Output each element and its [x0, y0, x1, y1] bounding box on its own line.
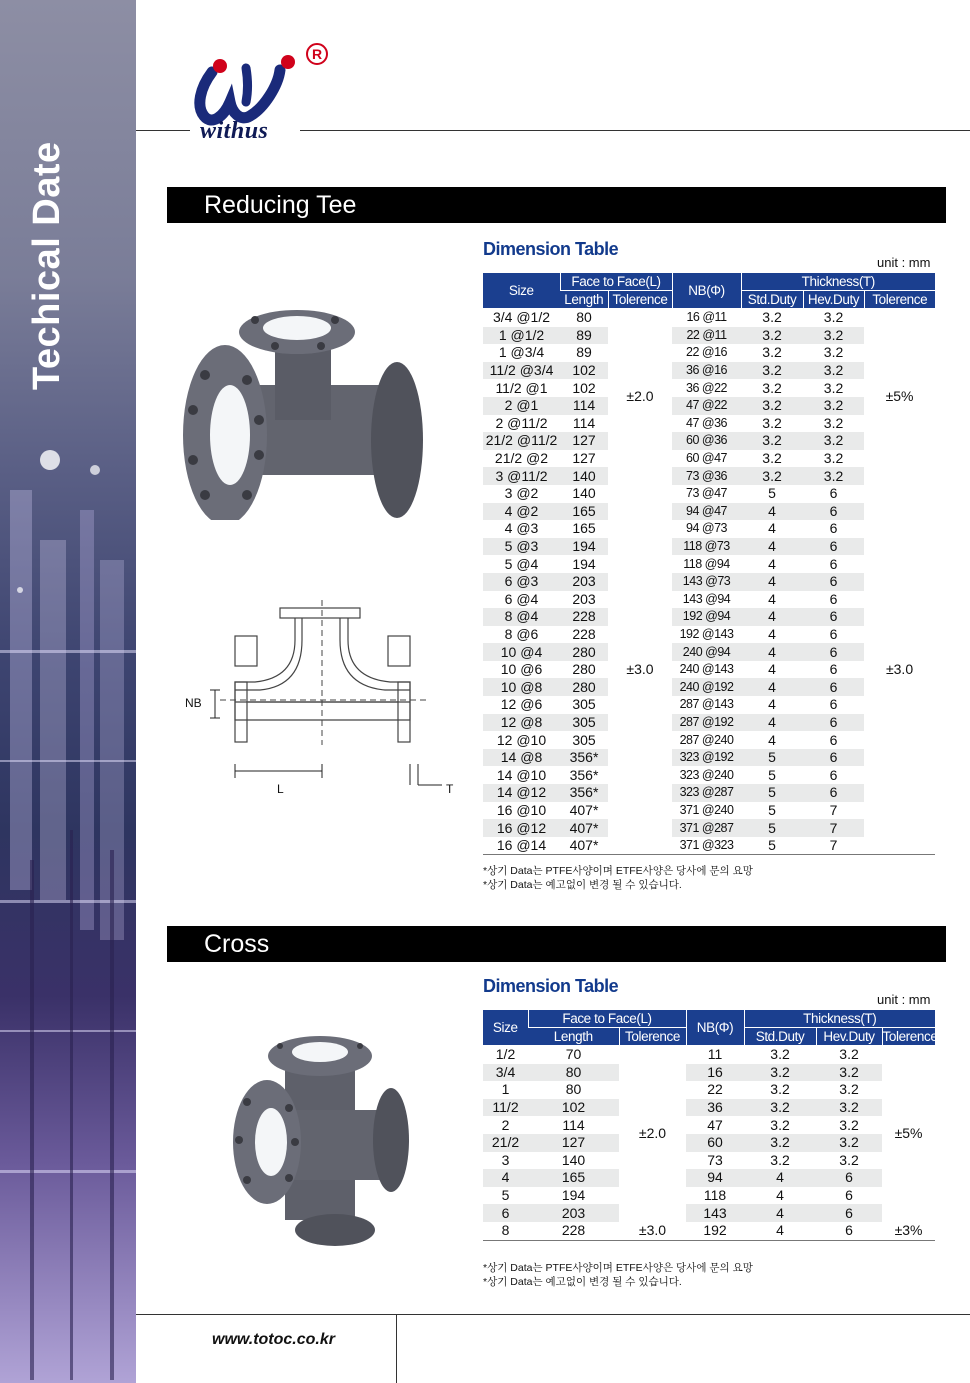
cell-size: 3 @2 — [483, 485, 560, 503]
cell-length: 102 — [528, 1099, 619, 1117]
cell-length: 203 — [560, 591, 608, 609]
cell-nb: 371 @240 — [672, 802, 741, 820]
cell-length: 140 — [560, 485, 608, 503]
cell-nb: 36 @16 — [672, 362, 741, 380]
cell-length: 407* — [560, 837, 608, 855]
cell-nb: 118 @94 — [672, 555, 741, 573]
table-row — [483, 1169, 935, 1187]
cell-std-duty: 3.2 — [741, 344, 803, 362]
cell-nb: 73 @47 — [672, 485, 741, 503]
cell-std-duty: 3.2 — [744, 1046, 816, 1064]
cell-std-duty: 3.2 — [744, 1116, 816, 1134]
cell-hev-duty: 3.2 — [803, 362, 864, 380]
cell-length-tolerance: ±3.0 — [608, 485, 672, 855]
note-line: *상기 Data는 예고없이 변경 될 수 있습니다. — [483, 1276, 682, 1288]
cell-nb: 118 — [686, 1187, 744, 1205]
cell-length: 305 — [560, 696, 608, 714]
cell-length-tolerance: ±3.0 — [619, 1222, 686, 1240]
cell-hev-duty: 3.2 — [803, 344, 864, 362]
cell-size: 8 — [483, 1222, 528, 1240]
cell-thickness-tolerance: ±5% — [864, 309, 935, 485]
cell-std-duty: 4 — [741, 608, 803, 626]
cell-std-duty: 3.2 — [741, 379, 803, 397]
cell-length: 127 — [560, 432, 608, 450]
cell-std-duty: 5 — [741, 837, 803, 855]
note-line: *상기 Data는 PTFE사양이며 ETFE사양은 당사에 문의 요망 — [483, 865, 753, 877]
cell-length: 89 — [560, 327, 608, 345]
header-std-duty: Std.Duty — [744, 1028, 816, 1046]
cell-hev-duty: 3.2 — [803, 450, 864, 468]
cell-std-duty: 5 — [741, 802, 803, 820]
table-row — [483, 1064, 935, 1082]
cell-std-duty: 3.2 — [744, 1064, 816, 1082]
cell-hev-duty: 6 — [803, 749, 864, 767]
cell-hev-duty: 6 — [803, 731, 864, 749]
cell-nb: 22 @11 — [672, 327, 741, 345]
cell-length: 165 — [528, 1169, 619, 1187]
cell-std-duty: 4 — [741, 678, 803, 696]
cell-size: 2 @11/2 — [483, 415, 560, 433]
cell-nb: 36 @22 — [672, 379, 741, 397]
cell-std-duty: 4 — [744, 1222, 816, 1240]
cell-size: 14 @8 — [483, 749, 560, 767]
cell-length: 194 — [528, 1187, 619, 1205]
cell-nb: 47 @36 — [672, 415, 741, 433]
reducing-tee-table-body — [483, 309, 935, 855]
cross-notes — [483, 1261, 753, 1289]
cell-nb: 240 @143 — [672, 661, 741, 679]
cell-std-duty: 4 — [741, 538, 803, 556]
cell-hev-duty: 7 — [803, 802, 864, 820]
cell-length: 114 — [528, 1116, 619, 1134]
cell-hev-duty: 6 — [803, 766, 864, 784]
footer-url: www.totoc.co.kr — [212, 1331, 335, 1348]
cell-size: 16 @12 — [483, 819, 560, 837]
cell-hev-duty: 3.2 — [803, 467, 864, 485]
cell-std-duty: 3.2 — [741, 450, 803, 468]
cell-hev-duty: 6 — [816, 1204, 882, 1222]
cell-length: 280 — [560, 661, 608, 679]
cell-nb: 240 @192 — [672, 678, 741, 696]
header-hev-duty: Hev.Duty — [803, 291, 864, 309]
cell-hev-duty: 7 — [803, 837, 864, 855]
table-row — [483, 1187, 935, 1205]
cell-nb: 192 @143 — [672, 626, 741, 644]
cell-hev-duty: 6 — [816, 1187, 882, 1205]
cell-size: 6 — [483, 1204, 528, 1222]
cell-size: 16 @14 — [483, 837, 560, 855]
cell-std-duty: 4 — [741, 520, 803, 538]
cell-hev-duty: 6 — [803, 538, 864, 556]
cell-size: 2 — [483, 1116, 528, 1134]
header-hev-duty: Hev.Duty — [816, 1028, 882, 1046]
cell-hev-duty: 6 — [803, 608, 864, 626]
cell-length: 356* — [560, 749, 608, 767]
cell-size: 14 @12 — [483, 784, 560, 802]
cell-size: 10 @6 — [483, 661, 560, 679]
note-line: *상기 Data는 예고없이 변경 될 수 있습니다. — [483, 879, 682, 891]
table-row — [483, 485, 935, 503]
cell-std-duty: 5 — [741, 766, 803, 784]
footer-divider — [396, 1314, 397, 1383]
cell-length: 356* — [560, 766, 608, 784]
cell-size: 21/2 @11/2 — [483, 432, 560, 450]
cell-hev-duty: 6 — [803, 661, 864, 679]
reducing-tee-table-title: Dimension Table — [483, 239, 619, 259]
cell-thickness-tolerance: ±3.0 — [864, 485, 935, 855]
cell-hev-duty: 3.2 — [803, 415, 864, 433]
cell-length: 305 — [560, 714, 608, 732]
header-face-to-face: Face to Face(L) — [528, 1010, 686, 1028]
cell-nb: 94 @73 — [672, 520, 741, 538]
cell-nb: 323 @192 — [672, 749, 741, 767]
cell-std-duty: 4 — [741, 714, 803, 732]
cell-size: 1/2 — [483, 1046, 528, 1064]
cell-length: 102 — [560, 362, 608, 380]
drawing-label-nb: NB — [185, 696, 202, 710]
cell-size: 3 — [483, 1152, 528, 1170]
cell-nb: 47 — [686, 1116, 744, 1134]
cell-nb: 287 @240 — [672, 731, 741, 749]
cell-size: 4 @2 — [483, 503, 560, 521]
cell-size: 12 @10 — [483, 731, 560, 749]
cell-hev-duty: 3.2 — [803, 327, 864, 345]
table-row — [483, 1099, 935, 1117]
cross-banner — [167, 926, 946, 962]
cell-length: 127 — [528, 1134, 619, 1152]
cell-length: 80 — [560, 309, 608, 327]
cell-length: 89 — [560, 344, 608, 362]
cell-size: 6 @3 — [483, 573, 560, 591]
header-nb: NB(Φ) — [672, 273, 741, 309]
cell-length: 194 — [560, 538, 608, 556]
section-title: Reducing Tee — [204, 191, 357, 219]
cell-nb: 192 — [686, 1222, 744, 1240]
cell-thickness-tolerance: ±5% — [882, 1046, 935, 1222]
cell-std-duty: 5 — [741, 749, 803, 767]
cell-nb: 16 @11 — [672, 309, 741, 327]
cell-size: 2 @1 — [483, 397, 560, 415]
cell-std-duty: 3.2 — [741, 362, 803, 380]
cell-size: 1 @1/2 — [483, 327, 560, 345]
cell-length: 102 — [560, 379, 608, 397]
cell-std-duty: 4 — [741, 643, 803, 661]
cell-std-duty: 4 — [744, 1169, 816, 1187]
cell-hev-duty: 6 — [816, 1222, 882, 1240]
cell-length: 127 — [560, 450, 608, 468]
cell-hev-duty: 6 — [803, 555, 864, 573]
cell-nb: 16 — [686, 1064, 744, 1082]
cell-hev-duty: 6 — [803, 784, 864, 802]
cell-hev-duty: 3.2 — [803, 309, 864, 327]
cell-std-duty: 4 — [741, 626, 803, 644]
cell-length: 407* — [560, 819, 608, 837]
cell-size: 3/4 @1/2 — [483, 309, 560, 327]
cell-hev-duty: 3.2 — [816, 1099, 882, 1117]
cell-std-duty: 3.2 — [744, 1081, 816, 1099]
cell-size: 11/2 @3/4 — [483, 362, 560, 380]
cell-length: 165 — [560, 503, 608, 521]
cell-size: 10 @4 — [483, 643, 560, 661]
cell-length: 228 — [560, 608, 608, 626]
note-line: *상기 Data는 PTFE사양이며 ETFE사양은 당사에 문의 요망 — [483, 1262, 753, 1274]
cell-length: 80 — [528, 1081, 619, 1099]
cell-std-duty: 3.2 — [741, 309, 803, 327]
cell-length: 194 — [560, 555, 608, 573]
cell-nb: 287 @143 — [672, 696, 741, 714]
cell-length: 203 — [528, 1204, 619, 1222]
cell-length: 140 — [560, 467, 608, 485]
cell-hev-duty: 3.2 — [803, 397, 864, 415]
cell-std-duty: 3.2 — [744, 1099, 816, 1117]
cell-nb: 371 @323 — [672, 837, 741, 855]
cell-hev-duty: 3.2 — [803, 432, 864, 450]
cell-size: 21/2 @2 — [483, 450, 560, 468]
header-thickness: Thickness(T) — [744, 1010, 935, 1028]
cell-std-duty: 4 — [741, 661, 803, 679]
cell-nb: 11 — [686, 1046, 744, 1064]
header-length-tolerance: Tolerence — [608, 291, 672, 309]
cell-size: 3 @11/2 — [483, 467, 560, 485]
cell-std-duty: 4 — [741, 591, 803, 609]
cross-table-body — [483, 1046, 935, 1241]
cell-size: 5 @4 — [483, 555, 560, 573]
cell-nb: 60 @47 — [672, 450, 741, 468]
reducing-tee-notes — [483, 864, 753, 892]
cell-hev-duty: 7 — [803, 819, 864, 837]
cell-length: 356* — [560, 784, 608, 802]
cell-nb: 323 @240 — [672, 766, 741, 784]
cell-hev-duty: 6 — [803, 573, 864, 591]
cell-length: 114 — [560, 397, 608, 415]
cell-std-duty: 3.2 — [744, 1134, 816, 1152]
sidebar-decor — [0, 0, 136, 1383]
cell-length: 70 — [528, 1046, 619, 1064]
cell-thickness-tolerance: ±3% — [882, 1222, 935, 1240]
cell-std-duty: 4 — [741, 503, 803, 521]
cell-std-duty: 4 — [741, 731, 803, 749]
cell-hev-duty: 6 — [803, 678, 864, 696]
refinery-graphic — [0, 430, 136, 1383]
cell-hev-duty: 6 — [803, 626, 864, 644]
header-thickness-tolerance: Tolerence — [882, 1029, 938, 1044]
cell-hev-duty: 6 — [803, 696, 864, 714]
cell-hev-duty: 6 — [803, 714, 864, 732]
cell-nb: 287 @192 — [672, 714, 741, 732]
cell-nb: 36 — [686, 1099, 744, 1117]
cell-size: 8 @6 — [483, 626, 560, 644]
cell-std-duty: 3.2 — [741, 467, 803, 485]
cell-nb: 323 @287 — [672, 784, 741, 802]
cell-size: 4 @3 — [483, 520, 560, 538]
cell-hev-duty: 3.2 — [816, 1134, 882, 1152]
cell-std-duty: 4 — [741, 696, 803, 714]
cell-length: 228 — [560, 626, 608, 644]
table-row — [483, 309, 935, 327]
cell-size: 1 — [483, 1081, 528, 1099]
cell-std-duty: 3.2 — [741, 327, 803, 345]
cell-size: 8 @4 — [483, 608, 560, 626]
header-face-to-face: Face to Face(L) — [560, 273, 672, 291]
header-size: Size — [483, 273, 560, 309]
cell-nb: 118 @73 — [672, 538, 741, 556]
cell-size: 1 @3/4 — [483, 344, 560, 362]
cell-hev-duty: 3.2 — [816, 1152, 882, 1170]
cell-std-duty: 3.2 — [744, 1152, 816, 1170]
reducing-tee-unit: unit : mm — [877, 255, 931, 270]
table-row — [483, 1204, 935, 1222]
cell-hev-duty: 3.2 — [803, 379, 864, 397]
cell-length: 407* — [560, 802, 608, 820]
cell-size: 11/2 — [483, 1099, 528, 1117]
section-title: Cross — [204, 930, 270, 958]
cell-std-duty: 4 — [741, 555, 803, 573]
cell-length: 280 — [560, 678, 608, 696]
cell-nb: 192 @94 — [672, 608, 741, 626]
cell-nb: 22 @16 — [672, 344, 741, 362]
header-thickness: Thickness(T) — [741, 273, 935, 291]
reducing-tee-drawing — [180, 600, 470, 800]
cell-length: 114 — [560, 415, 608, 433]
cell-hev-duty: 3.2 — [816, 1064, 882, 1082]
cell-hev-duty: 3.2 — [816, 1116, 882, 1134]
cell-hev-duty: 3.2 — [816, 1081, 882, 1099]
cell-hev-duty: 6 — [803, 520, 864, 538]
footer-rule — [136, 1314, 970, 1315]
cell-hev-duty: 6 — [803, 643, 864, 661]
drawing-label-t: T — [446, 782, 454, 796]
cross-table — [483, 1010, 938, 1241]
table-row — [483, 1134, 935, 1152]
cell-size: 12 @8 — [483, 714, 560, 732]
header-rule-left — [136, 130, 190, 131]
cell-size: 4 — [483, 1169, 528, 1187]
cell-std-duty: 3.2 — [741, 415, 803, 433]
cell-nb: 143 @94 — [672, 591, 741, 609]
header-thickness-tolerance: Tolerence — [864, 291, 935, 309]
cell-nb: 371 @287 — [672, 819, 741, 837]
header-length: Length — [560, 291, 608, 309]
brand-name: withus — [200, 118, 269, 144]
cell-length-tolerance: ±2.0 — [608, 309, 672, 485]
cell-std-duty: 4 — [744, 1187, 816, 1205]
cell-size: 11/2 @1 — [483, 379, 560, 397]
reducing-tee-banner — [167, 187, 946, 223]
cross-table-title: Dimension Table — [483, 976, 619, 996]
cell-hev-duty: 6 — [803, 503, 864, 521]
cell-length: 80 — [528, 1064, 619, 1082]
cell-std-duty: 3.2 — [741, 397, 803, 415]
cell-nb: 60 @36 — [672, 432, 741, 450]
cell-size: 5 @3 — [483, 538, 560, 556]
cell-std-duty: 5 — [741, 485, 803, 503]
cell-nb: 73 @36 — [672, 467, 741, 485]
table-row — [483, 1222, 935, 1240]
cell-nb: 22 — [686, 1081, 744, 1099]
registered-mark: R — [311, 46, 323, 62]
cell-size: 3/4 — [483, 1064, 528, 1082]
cell-nb: 47 @22 — [672, 397, 741, 415]
sidebar-title: Techical Date — [26, 141, 68, 390]
table-row — [483, 1116, 935, 1134]
reducing-tee-table — [483, 273, 935, 855]
cell-std-duty: 4 — [744, 1204, 816, 1222]
reducing-tee-photo — [175, 300, 435, 520]
cell-nb: 94 @47 — [672, 503, 741, 521]
table-row — [483, 1046, 935, 1064]
header-size: Size — [483, 1010, 528, 1046]
header-rule-right — [300, 130, 970, 131]
cell-size: 16 @10 — [483, 802, 560, 820]
cross-unit: unit : mm — [877, 992, 931, 1007]
cell-length: 280 — [560, 643, 608, 661]
header-length-tolerance: Tolerence — [619, 1028, 686, 1046]
cell-hev-duty: 6 — [816, 1169, 882, 1187]
cell-size: 12 @6 — [483, 696, 560, 714]
cell-nb: 143 @73 — [672, 573, 741, 591]
cell-size: 5 — [483, 1187, 528, 1205]
cell-std-duty: 4 — [741, 573, 803, 591]
cell-length-tolerance: ±2.0 — [619, 1046, 686, 1222]
cell-length: 140 — [528, 1152, 619, 1170]
cell-nb: 240 @94 — [672, 643, 741, 661]
header-length: Length — [528, 1028, 619, 1046]
cell-std-duty: 5 — [741, 819, 803, 837]
cell-length: 305 — [560, 731, 608, 749]
cell-std-duty: 5 — [741, 784, 803, 802]
cell-nb: 143 — [686, 1204, 744, 1222]
cell-length: 228 — [528, 1222, 619, 1240]
cell-size: 21/2 — [483, 1134, 528, 1152]
cell-nb: 73 — [686, 1152, 744, 1170]
cross-photo — [225, 1030, 425, 1250]
table-row — [483, 1152, 935, 1170]
cell-size: 10 @8 — [483, 678, 560, 696]
cell-nb: 60 — [686, 1134, 744, 1152]
cell-hev-duty: 3.2 — [816, 1046, 882, 1064]
header-nb: NB(Φ) — [686, 1010, 744, 1046]
cell-std-duty: 3.2 — [741, 432, 803, 450]
cell-size: 6 @4 — [483, 591, 560, 609]
cell-size: 14 @10 — [483, 766, 560, 784]
cell-hev-duty: 6 — [803, 485, 864, 503]
table-row — [483, 1081, 935, 1099]
cell-length: 165 — [560, 520, 608, 538]
header-std-duty: Std.Duty — [741, 291, 803, 309]
drawing-label-l: L — [277, 782, 284, 796]
cell-length: 203 — [560, 573, 608, 591]
cell-hev-duty: 6 — [803, 591, 864, 609]
cell-nb: 94 — [686, 1169, 744, 1187]
